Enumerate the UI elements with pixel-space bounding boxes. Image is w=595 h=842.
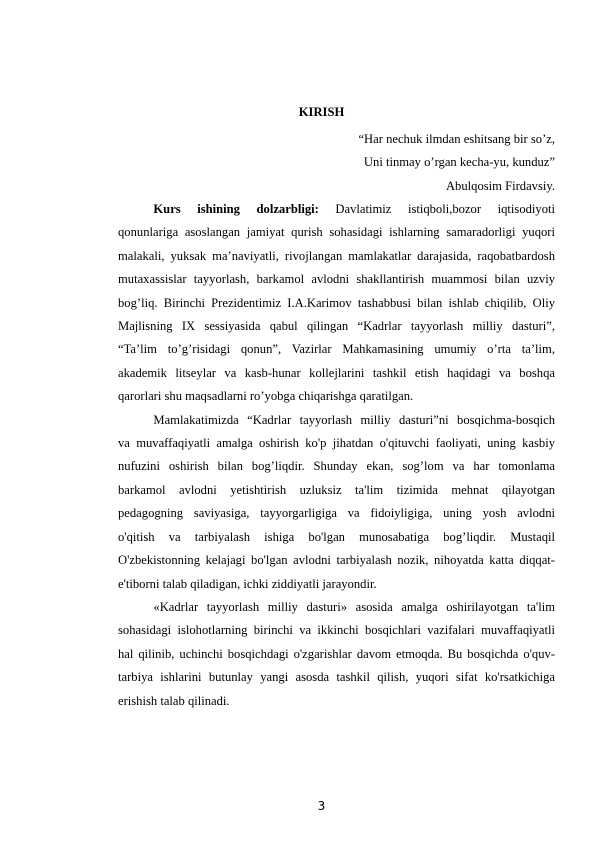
paragraph-teacher-role xyxy=(118,409,555,596)
paragraph-line: bog’liq. Birinchi Prezidentimiz I.A.Karimov tashabbusi bilan ishlab chiqilib, Oliy xyxy=(118,295,555,310)
page-title: KIRISH xyxy=(298,105,345,119)
paragraph-line: mutaxassislar tayyorlash, barkamol avlodni shakllantirish muammosi bilan uzviy xyxy=(118,272,555,287)
paragraph-line: akademik litseylar va kasb-hunar kollejlarini tashkil etish haqidagi va boshqa xyxy=(118,365,555,380)
paragraph-line: nufuzini oshirish bilan bog’liqdir. Shunday ekan, sog’lom va har tomonlama xyxy=(118,459,555,474)
paragraph-line: Majlisning IX sessiyasida qabul qilingan “Kadrlar tayyorlash milliy dasturi”, xyxy=(118,319,555,334)
paragraph-line: O'zbekistonning kelajagi bo'lgan avlodni tarbiyalash nozik, nihoyatda katta diqqat- xyxy=(118,553,555,568)
body-text xyxy=(118,198,555,713)
paragraph-line: malakali, yuksak ma’naviyatli, rivojlangan mamlakatlar darajasida, raqobatbardosh xyxy=(118,248,555,263)
paragraph-line: sohasidagi islohotlarning birinchi va ikkinchi bosqichlari vazifalari muvaffaqiyatli xyxy=(118,623,555,638)
paragraph-line: “Ta’lim to’g’risidagi qonun”, Vazirlar Mahkamasining umumiy o’rta ta’lim, xyxy=(118,342,555,357)
epigraph-author: Abulqosim Firdavsiy. xyxy=(445,178,555,193)
paragraph-line: «Kadrlar tayyorlash milliy dasturi» asosida amalga oshirilayotgan ta'lim xyxy=(153,599,555,614)
paragraph-line: tarbiya ishlarini butunlay yangi asosda tashkil qilish, yuqori sifat ko'rsatkichiga xyxy=(118,670,555,685)
paragraph-reforms xyxy=(118,596,555,713)
paragraph-line: Kurs ishining dolzarbligi: Davlatimiz istiqboli,bozor iqtisodiyoti xyxy=(153,202,556,216)
epigraph-line: Uni tinmay o’rgan kecha-yu, kunduz” xyxy=(363,155,555,170)
epigraph-line: “Har nechuk ilmdan eshitsang bir so’z, xyxy=(358,132,555,146)
page-number: 3 xyxy=(317,799,326,813)
paragraph-line: va muvaffaqiyatli amalga oshirish ko'p jihatdan o'qituvchi faoliyati, uning kasbiy xyxy=(118,436,555,451)
paragraph-line: qarorlari shu maqsadlarni ro’yobga chiqarishga qaratilgan. xyxy=(118,389,414,404)
paragraph-relevance xyxy=(118,198,555,409)
relevance-heading: Kurs ishining dolzarbligi: xyxy=(153,202,319,216)
paragraph-line: barkamol avlodni yetishtirish uzluksiz ta'lim tizimida mehnat qilayotgan xyxy=(118,482,555,497)
paragraph-line: hal qilinib, uchinchi bosqichdagi o'zgarishlar davom etmoqda. Bu bosqichda o'quv- xyxy=(118,646,555,661)
paragraph-line: Mamlakatimizda “Kadrlar tayyorlash milliy dasturi”ni bosqichma-bosqich xyxy=(153,412,555,427)
paragraph-line: erishish talab qilinadi. xyxy=(118,693,230,708)
paragraph-line: pedagogning saviyasiga, tayyorgarligiga va fidoiyligiga, uning yosh avlodni xyxy=(118,506,555,521)
paragraph-line: o'qitish va tarbiyalash ishiga bo'lgan munosabatiga bog’liqdir. Mustaqil xyxy=(118,529,555,544)
paragraph-line: qonunlariga asoslangan jamiyat qurish sohasidagi ishlarning samaradorligi yuqori xyxy=(118,225,555,240)
epigraph xyxy=(118,128,555,198)
paragraph-line: e'tiborni talab qiladigan, ichki ziddiyatli jarayondir. xyxy=(118,576,377,591)
